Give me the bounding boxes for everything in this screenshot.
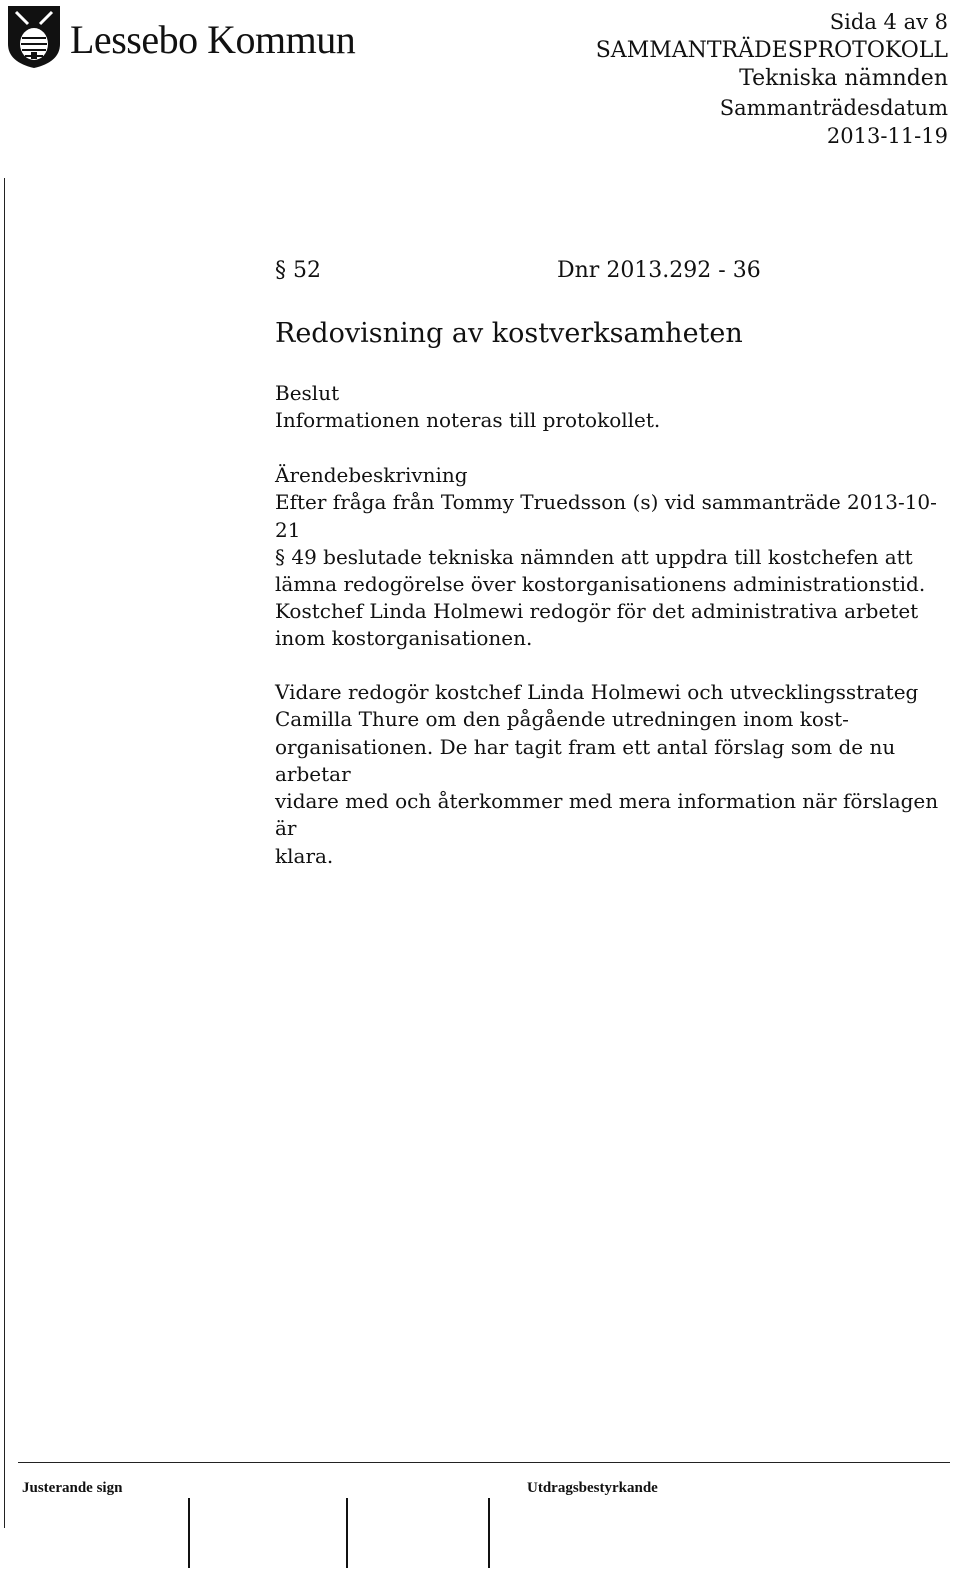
paragraph-3 bbox=[275, 679, 945, 870]
paragraph-line: vidare med och återkommer med mera information när förslagen är bbox=[275, 789, 939, 841]
paragraph-line: Kostchef Linda Holmewi redogör för det administrativa arbetet bbox=[275, 599, 919, 623]
decision-heading: Beslut bbox=[275, 381, 340, 405]
description-line: Efter fråga från Tommy Truedsson (s) vid sammanträde 2013-10-21 bbox=[275, 490, 937, 542]
dnr-number: Dnr 2013.292 - 36 bbox=[557, 258, 761, 283]
section-heading bbox=[275, 258, 761, 283]
paragraph-line: inom kostorganisationen. bbox=[275, 626, 533, 651]
decision-text: Informationen noteras till protokollet. bbox=[275, 408, 661, 433]
justerande-sign-label: Justerande sign bbox=[22, 1480, 123, 1496]
paragraph-line: Camilla Thure om den pågående utredningen inom kost- bbox=[275, 707, 849, 732]
paragraph-line: organisationen. De har tagit fram ett antal förslag som de nu arbetar bbox=[275, 734, 896, 786]
beehive-emblem-icon bbox=[6, 4, 62, 70]
meeting-date: 2013-11-19 bbox=[826, 124, 948, 148]
utdragsbestyrkande-label: Utdragsbestyrkande bbox=[527, 1480, 658, 1496]
committee-name: Tekniska nämnden bbox=[739, 66, 948, 91]
page-number: Sida 4 av 8 bbox=[829, 10, 948, 34]
decision-block bbox=[275, 380, 945, 435]
paragraph-line: klara. bbox=[275, 843, 334, 868]
description-line: lämna redogörelse över kostorganisationens administrationstid. bbox=[275, 572, 926, 597]
date-label: Sammanträdesdatum bbox=[719, 95, 948, 120]
paragraph-symbol: § bbox=[275, 258, 286, 283]
signature-line bbox=[488, 1498, 490, 1568]
description-line: § 49 beslutade tekniska nämnden att uppdra till kostchefen att bbox=[275, 544, 913, 569]
description-heading: Ärendebeskrivning bbox=[275, 463, 468, 487]
paragraph-2 bbox=[275, 598, 945, 653]
left-margin-rule bbox=[4, 178, 5, 1528]
section-title: Redovisning av kostverksamheten bbox=[275, 318, 743, 349]
paragraph-line: Vidare redogör kostchef Linda Holmewi och utvecklingsstrateg bbox=[275, 680, 919, 704]
municipality-logo bbox=[6, 4, 366, 74]
logo-text: Lessebo Kommun bbox=[70, 17, 356, 62]
signature-line bbox=[188, 1498, 190, 1568]
protocol-title: SAMMANTRÄDESPROTOKOLL bbox=[595, 37, 948, 63]
description-block bbox=[275, 462, 945, 598]
footer-rule bbox=[18, 1462, 950, 1463]
signature-line bbox=[346, 1498, 348, 1568]
section-number: 52 bbox=[293, 258, 321, 283]
document-header bbox=[596, 8, 948, 151]
